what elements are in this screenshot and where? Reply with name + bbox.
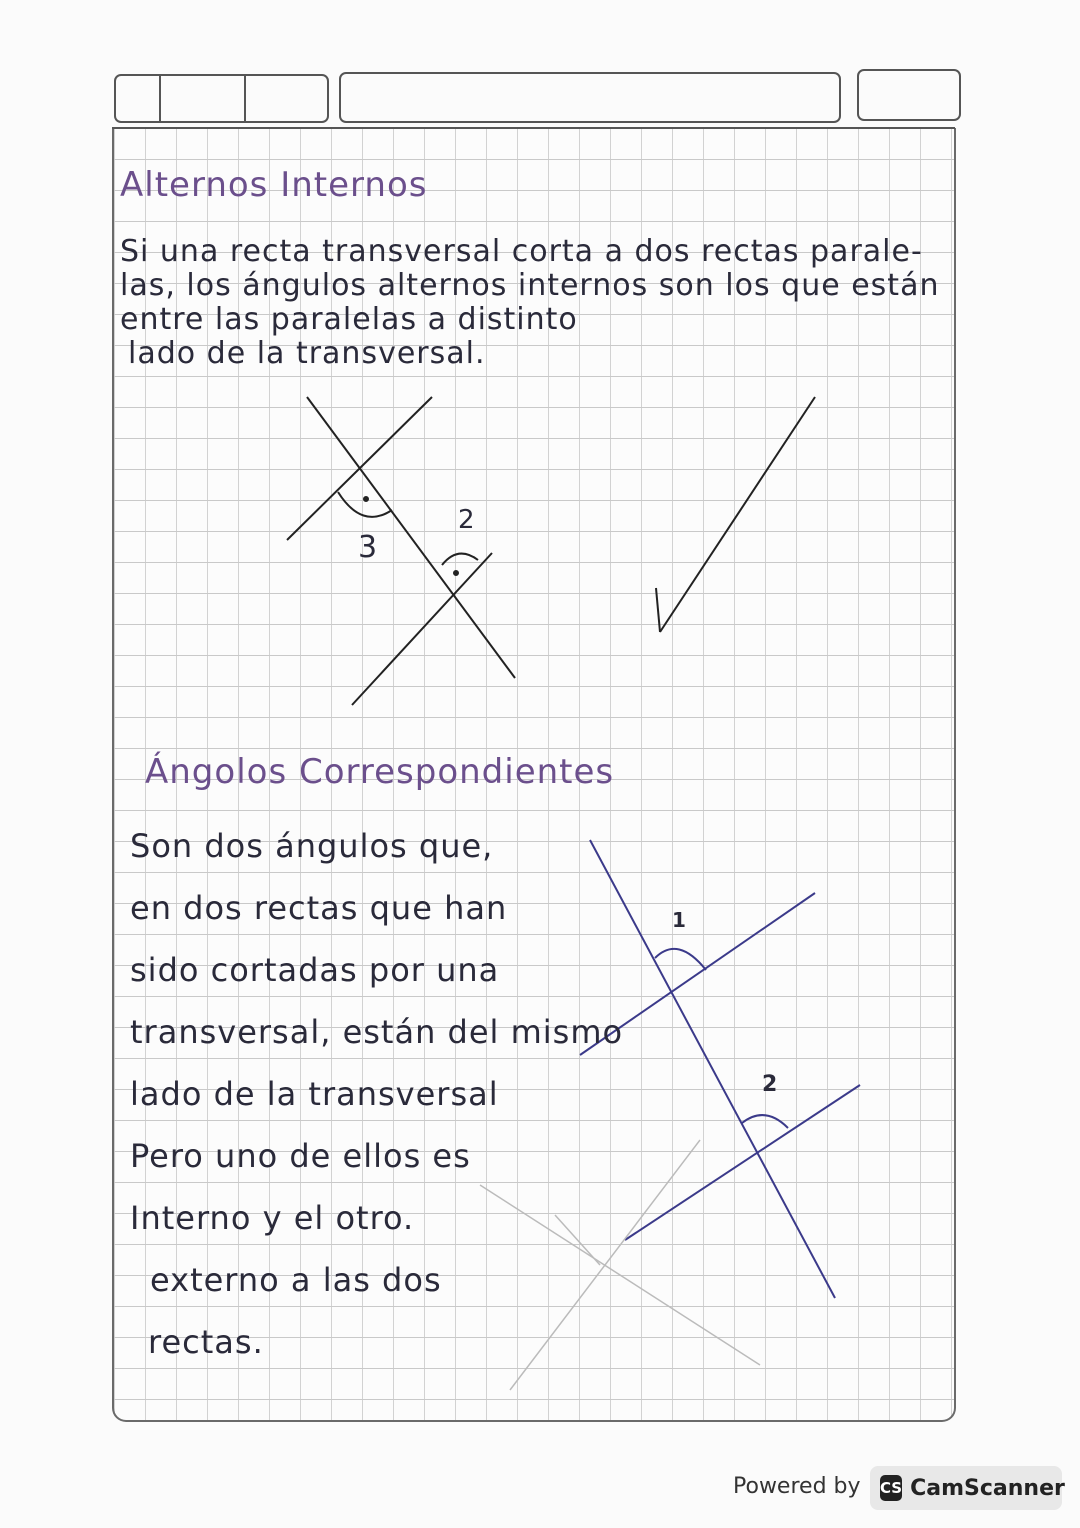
camscanner-badge (870, 1466, 1065, 1510)
section1-line-4: lado de la transversal. (128, 336, 486, 371)
section2-title: Ángolos Correspondientes (145, 752, 615, 792)
section2-line-5: lado de la transversal (130, 1075, 499, 1113)
section2-line-7: Interno y el otro. (130, 1199, 415, 1237)
angle-label-2b: 2 (762, 1072, 779, 1097)
section2-line-1: Son dos ángulos que, (130, 827, 494, 865)
section1-line-3: entre las paralelas a distinto (120, 302, 578, 337)
section2-line-4: transversal, están del mismo (130, 1013, 624, 1051)
section1-line-1: Si una recta transversal corta a dos rectas parale- (120, 234, 923, 269)
section1-title: Alternos Internos (120, 165, 428, 205)
angle-label-1: 1 (672, 908, 687, 932)
angle-label-3: 3 (358, 530, 379, 565)
section2-body (130, 815, 623, 1373)
section1-line-2: las, los ángulos alternos internos son los que están (120, 268, 940, 303)
section2-line-2: en dos rectas que han (130, 889, 508, 927)
powered-by-text: Powered by (733, 1474, 861, 1499)
camscanner-logo-icon: CS (880, 1475, 902, 1501)
camscanner-name: CamScanner (910, 1475, 1065, 1501)
angle-label-2: 2 (458, 505, 476, 535)
section2-line-3: sido cortadas por una (130, 951, 500, 989)
section2-line-6: Pero uno de ellos es (130, 1137, 471, 1175)
header-boxes (112, 70, 960, 128)
section2-line-8: externo a las dos (150, 1261, 442, 1299)
section2-line-9: rectas. (148, 1323, 264, 1361)
